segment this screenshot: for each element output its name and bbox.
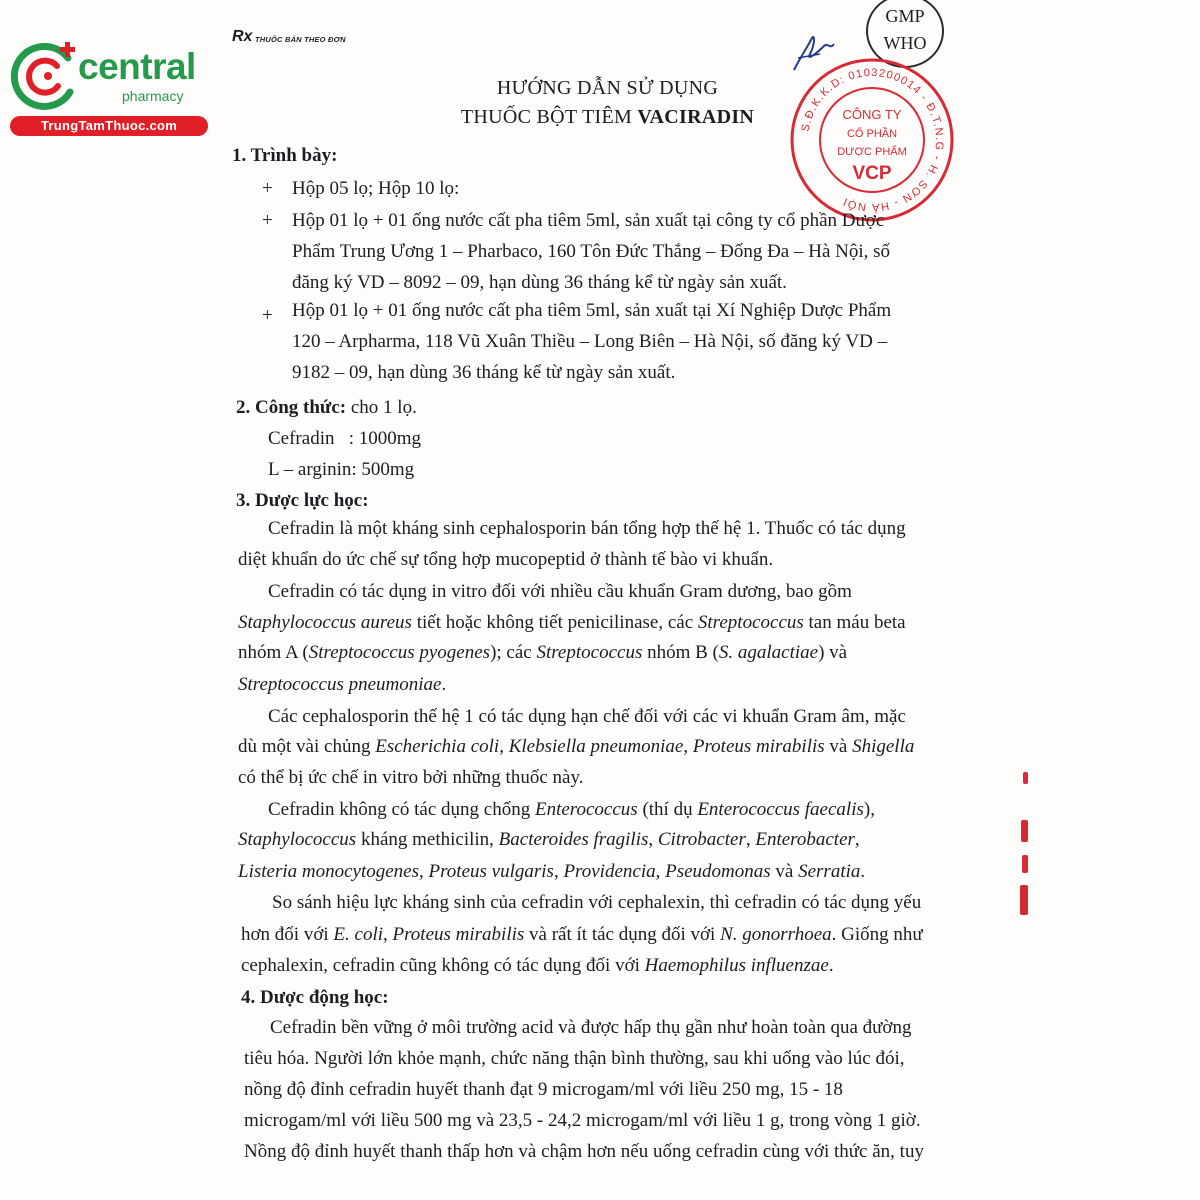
s3-p5-line1: So sánh hiệu lực kháng sinh của cefradin với cephalexin, thì cefradin có tác dụng yếu (272, 892, 922, 913)
s3-p3-line2 (238, 737, 914, 756)
bullet-2: + (262, 210, 273, 231)
s3-p5-line3 (241, 956, 834, 975)
organism: Streptococcus pneumoniae (238, 674, 442, 695)
s3-p1-line1: Cefradin là một kháng sinh cephalosporin bán tổng hợp thế hệ 1. Thuốc có tác dụng (268, 518, 906, 539)
s4-line3: nồng độ đỉnh cefradin huyết thanh đạt 9 microgam/ml với liều 250 mg, 15 - 18 (244, 1079, 843, 1100)
organism: Streptococcus (536, 642, 643, 663)
edge-stamp-mark (1023, 772, 1028, 784)
organism: Haemophilus influenzae (644, 955, 829, 976)
stamp-line1: CÔNG TY (842, 107, 902, 122)
text: ), (863, 799, 875, 820)
text: , (854, 829, 860, 850)
s3-p2-line2 (238, 613, 985, 632)
section1-heading: 1. Trình bày: (232, 145, 338, 166)
gmp-label: GMP (885, 6, 925, 26)
organism: Proteus vulgaris (428, 861, 554, 882)
organism: Proteus mirabilis (692, 736, 825, 757)
bullet-1: + (262, 178, 273, 199)
organism: Enterococcus faecalis (697, 799, 864, 820)
subtitle-prefix: THUỐC BỘT TIÊM (460, 106, 638, 128)
s3-p5-line2 (241, 925, 923, 944)
document-subtitle (300, 106, 915, 129)
section3-heading: 3. Dược lực học: (236, 490, 369, 511)
logo-brand-text: central (78, 46, 196, 87)
s4-line2: tiêu hóa. Người lớn khỏe mạnh, chức năng thận bình thường, sau khi uống vào lúc đói, (244, 1048, 905, 1069)
text: nhóm B ( (642, 642, 719, 663)
organism: N. gonorrhoea (720, 924, 832, 945)
text: . (828, 955, 834, 976)
organism: Serratia (798, 861, 861, 882)
s3-p4-line2 (238, 830, 860, 849)
text: , (499, 736, 509, 757)
s3-p3-line3: có thể bị ức chế in vitro bởi những thuốc này. (238, 767, 584, 788)
s3-p2-line3 (238, 643, 847, 662)
text: , (745, 829, 756, 850)
section1-item1: Hộp 05 lọ; Hộp 10 lọ: (292, 178, 460, 199)
text: , (648, 829, 658, 850)
text: nhóm A ( (238, 642, 309, 663)
organism: Klebsiella pneumoniae (508, 736, 684, 757)
organism: Proteus mirabilis (392, 924, 525, 945)
ingredient-cefradin: Cefradin : 1000mg (268, 428, 422, 449)
text: cephalexin, cefradin cũng không có tác dụng đối với (241, 955, 645, 976)
s3-p2-line4 (238, 675, 446, 694)
edge-stamp-mark (1022, 855, 1028, 873)
organism: Staphylococcus (238, 829, 357, 850)
organism: Staphylococcus aureus (238, 612, 412, 633)
bullet-3: + (262, 305, 273, 326)
organism: Enterobacter (755, 829, 855, 850)
edge-stamp-mark (1020, 885, 1028, 915)
organism: Streptococcus (697, 612, 804, 633)
logo-website-link[interactable]: TrungTamThuoc.com (10, 116, 208, 136)
text: ) và (818, 642, 848, 663)
text: và (824, 736, 853, 757)
section4-heading: 4. Dược động học: (241, 987, 389, 1008)
text: và rất ít tác dụng đối với (524, 924, 721, 945)
text: kháng methicilin, (356, 829, 499, 850)
text: , (553, 861, 564, 882)
stamp-line2: CỔ PHẦN (846, 128, 898, 140)
text: , (655, 861, 666, 882)
organism: E. coli (333, 924, 384, 945)
section1-item3-line2: 120 – Arpharma, 118 Vũ Xuân Thiều – Long Biên – Hà Nội, số đăng ký VD – (292, 331, 888, 352)
organism: Pseudomonas (665, 861, 771, 882)
text: tan máu beta (803, 612, 906, 633)
organism: Bacteroides fragilis (498, 829, 649, 850)
s3-p3-line1: Các cephalosporin thế hệ 1 có tác dụng hạn chế đối với các vi khuẩn Gram âm, mặc (268, 706, 906, 727)
s3-p4-line1 (268, 800, 875, 819)
text: và (770, 861, 799, 882)
organism: Escherichia coli (375, 736, 500, 757)
text: ); các (490, 642, 537, 663)
drug-name: VACIRADIN (637, 106, 755, 128)
s3-p2-line1: Cefradin có tác dụng in vitro đối với nhiều cầu khuẩn Gram dương, bao gồm (268, 581, 852, 602)
section2-value: cho 1 lọ. (346, 397, 417, 418)
organism: Streptococcus pyogenes (308, 642, 491, 663)
rx-note: THUỐC BÁN THEO ĐƠN (255, 35, 346, 44)
organism: S. agalactiae (718, 642, 819, 663)
who-label: WHO (883, 33, 927, 53)
stamp-line3: DƯỢC PHẨM (837, 146, 907, 158)
stamp-ring-text: S.Đ.K.K.D: 0103200014 - Đ.T.N.G - H. SƠN - HÀ NỘI (799, 66, 946, 214)
text: Cefradin không có tác dụng chống (268, 799, 535, 820)
organism: Enterococcus (534, 799, 638, 820)
section1-item2-line2: Phẩm Trung Ương 1 – Pharbaco, 160 Tôn Đức Thắng – Đống Đa – Hà Nội, số (292, 241, 891, 262)
text: tiết hoặc không tiết penicilinase, các (411, 612, 698, 633)
ingredient-arginin: L – arginin: 500mg (268, 459, 415, 480)
organism: Shigella (852, 736, 915, 757)
section1-item3-line1: Hộp 01 lọ + 01 ống nước cất pha tiêm 5ml, sản xuất tại Xí Nghiệp Dược Phẩm (292, 300, 892, 321)
text: , (683, 736, 693, 757)
text: , (383, 924, 393, 945)
section1-item2-line3: đăng ký VD – 8092 – 09, hạn dùng 36 tháng kể từ ngày sản xuất. (292, 272, 787, 293)
rx-symbol: Rx (232, 28, 253, 45)
organism: Listeria monocytogenes (238, 861, 420, 882)
text: (thí dụ (637, 799, 698, 820)
section1-item3-line3: 9182 – 09, hạn dùng 36 tháng kể từ ngày sản xuất. (292, 362, 676, 383)
section1-item2-line1: Hộp 01 lọ + 01 ống nước cất pha tiêm 5ml, sản xuất tại công ty cổ phần Dược (292, 210, 885, 231)
text: . (860, 861, 866, 882)
text: . Giống như (831, 924, 923, 945)
s4-line4: microgam/ml với liều 500 mg và 23,5 - 24,2 microgam/ml với liều 1 g, trong vòng 1 giờ. (244, 1110, 921, 1131)
edge-stamp-mark (1021, 820, 1028, 842)
s3-p4-line3 (238, 862, 865, 881)
s4-line5: Nồng độ đỉnh huyết thanh thấp hơn và chậm hơn nếu uống cefradin cùng với thức ăn, tuy (244, 1141, 924, 1162)
section2-heading (236, 398, 417, 417)
organism: Citrobacter (657, 829, 746, 850)
text: , (419, 861, 429, 882)
stamp-line4: VCP (852, 163, 892, 184)
s4-line1: Cefradin bền vững ở môi trường acid và được hấp thụ gần như hoàn toàn qua đường (270, 1017, 912, 1038)
section2-title: 2. Công thức: (236, 397, 347, 418)
document-title: HƯỚNG DẪN SỬ DỤNG (496, 77, 719, 99)
text: dù một vài chủng (238, 736, 376, 757)
organism: Providencia (563, 861, 656, 882)
text: . (441, 674, 447, 695)
s3-p1-line2: diệt khuẩn do ức chế sự tổng hợp mucopeptid ở thành tế bào vi khuẩn. (238, 549, 774, 570)
text: hơn đối với (241, 924, 334, 945)
logo-sub-text: pharmacy (122, 88, 184, 104)
